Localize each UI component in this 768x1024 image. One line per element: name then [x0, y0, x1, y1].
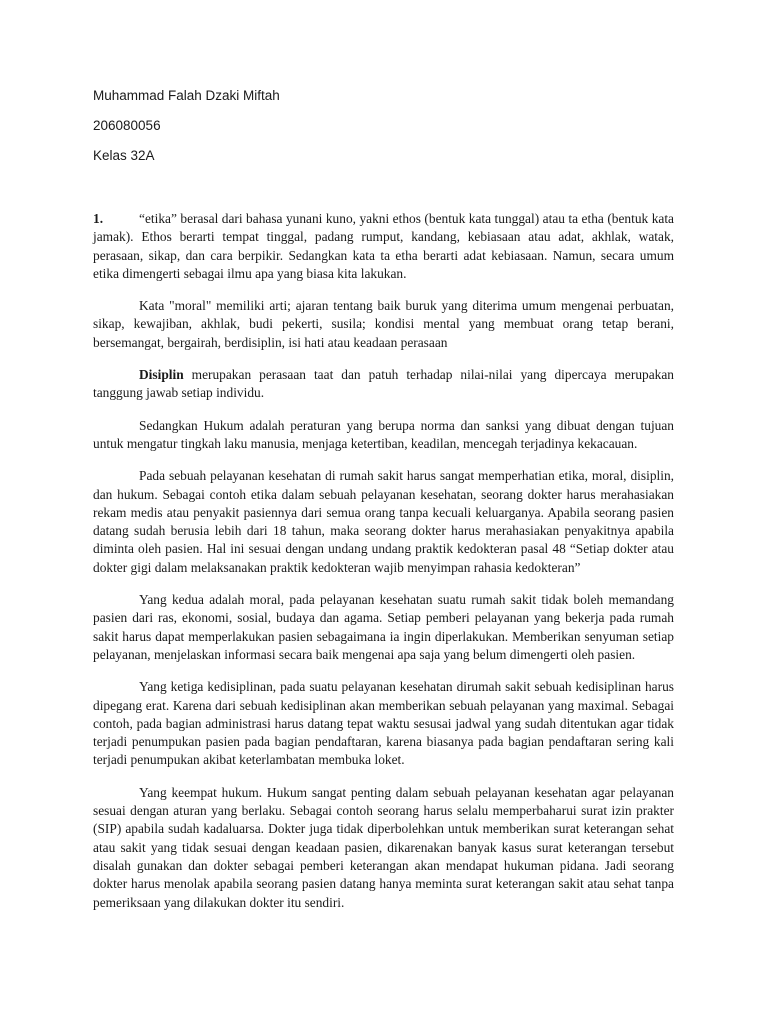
paragraph-pelayanan-moral: Yang kedua adalah moral, pada pelayanan kesehatan suatu rumah sakit tidak boleh memandang pasien dari ras, ekonomi, sosial, budaya dan agama. Setiap pemberi pelayanan yang bekerja pada rumah sakit harus dapat memperlakukan pasien sebagaimana ia ingin diperlakukan. Memberikan senyuman setiap pelayanan, menjelaskan informasi secara baik mengenai apa saja yang belum dimengerti oleh pasien. — [93, 592, 674, 662]
paragraph-disiplin-text: merupakan perasaan taat dan patuh terhadap nilai-nilai yang dipercaya merupakan tanggung jawab setiap individu. — [93, 367, 674, 401]
author-name: Muhammad Falah Dzaki Miftah — [93, 88, 280, 103]
disiplin-term: Disiplin — [139, 367, 184, 383]
paragraph-disiplin — [93, 366, 674, 403]
question-number: 1. — [93, 211, 104, 226]
paragraph-etika-text: “etika” berasal dari bahasa yunani kuno, yakni ethos (bentuk kata tunggal) atau ta etha (bentuk kata jamak). Ethos berarti tempat tinggal, padang rumput, kandang, kebiasaan atau adat, akhlak, watak, perasaan, sikap, dan cara berpikir. Sedangkan kata ta etha berarti adat kebiasaan. Namun, secara umum etika dimengerti sebagai ilmu apa yang biasa kita lakukan. — [93, 211, 674, 281]
class-label: Kelas 32A — [93, 148, 155, 163]
paragraph-hukum: Sedangkan Hukum adalah peraturan yang berupa norma dan sanksi yang dibuat dengan tujuan untuk mengatur tingkah laku manusia, menjaga ketertiban, keadilan, mencegah terjadinya kekacauan. — [93, 417, 674, 451]
paragraph-pelayanan-hukum: Yang keempat hukum. Hukum sangat penting dalam sebuah pelayanan kesehatan agar pelayanan sesuai dengan aturan yang berlaku. Sebagai contoh seorang harus selalu memperbaharui surat izin prakter (SIP) apabila sudah kadaluarsa. Dokter juga tidak diperbolehkan untuk memberikan surat keterangan sehat atau sakit yang tidak sesuai dengan keadaan pasien, dikarenakan banyak kasus surat keterangan tersebut disalah gunakan dan dokter sebagai pemberi keterangan akan mendapat hukuman pidana. Jadi seorang dokter harus menolak apabila seorang pasien datang hanya meminta surat keterangan sakit atau sehat tanpa pemeriksaan yang dilakukan dokter itu sendiri. — [93, 784, 674, 910]
student-id: 206080056 — [93, 118, 161, 133]
paragraph-etika — [93, 210, 674, 283]
paragraph-moral: Kata "moral" memiliki arti; ajaran tentang baik buruk yang diterima umum mengenai perbuatan, sikap, kewajiban, akhlak, budi pekerti, susila; kondisi mental yang membuat orang tetap berani, bersemangat, bergairah, berdisiplin, isi hati atau keadaan perasaan — [93, 298, 674, 350]
paragraph-pelayanan-kedisiplinan: Yang ketiga kedisiplinan, pada suatu pelayanan kesehatan dirumah sakit sebuah kedisiplinan harus dipegang erat. Karena dari sebuah kedisiplinan akan memberikan sebuah pelayanan yang maximal. Sebagai contoh, pada bagian administrasi harus datang tepat waktu sesusai jadwal yang sudah ditentukan agar tidak terjadi penumpukan pasien pada bagian pendaftaran, karena biasanya pada bagian pendaftaran sering kali terjadi penumpukan akibat keterlambatan membuka loket. — [93, 679, 674, 768]
document-header — [93, 86, 280, 176]
paragraph-pelayanan-etika: Pada sebuah pelayanan kesehatan di rumah sakit harus sangat memperhatian etika, moral, disiplin, dan hukum. Sebagai contoh etika dalam sebuah pelayanan kesehatan, seorang dokter harus merahasiakan rekam medis atau penyakit pasiennya dari semua orang tanpa kecuali keluarganya. Apabila seorang pasien datang sudah berusia lebih dari 18 tahun, maka seorang dokter harus merahasiakan penyakitnya apabila diminta oleh pasien. Hal ini sesuai dengan undang undang praktik kedokteran pasal 48 “Setiap dokter atau dokter gigi dalam melaksanakan praktik kedokteran wajib menyimpan rahasia kedokteran” — [93, 468, 674, 575]
document-body — [93, 210, 674, 926]
